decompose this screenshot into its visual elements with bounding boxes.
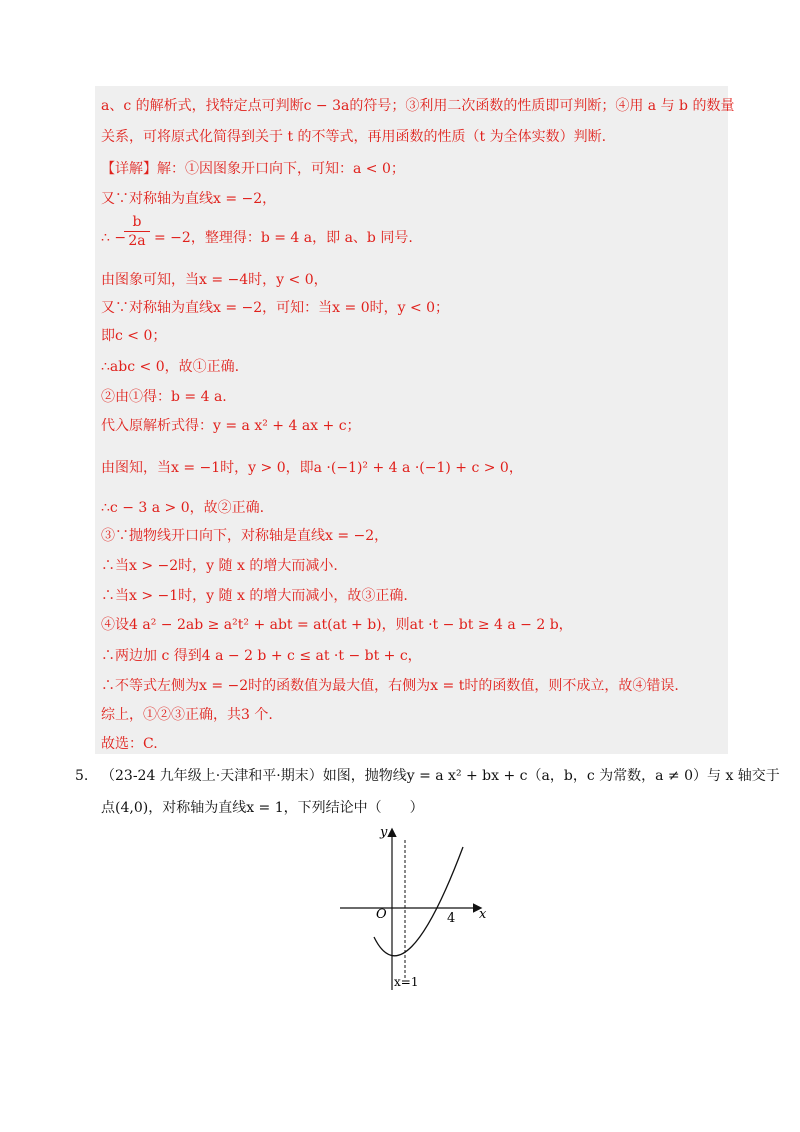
question-line-1: （23-24 九年级上·天津和平·期末）如图，抛物线y = a x² + bx + c（a，b，c 为常数，a ≠ 0）与 x 轴交于: [101, 768, 780, 784]
solution-line-4: 又∵对称轴为直线x = −2，: [101, 191, 277, 207]
solution-line-13: ∴c − 3 a > 0，故②正确.: [101, 500, 265, 516]
origin-label: O: [376, 907, 387, 922]
y-axis-label: y: [380, 825, 388, 840]
solution-line-15: ∴当x > −2时，y 随 x 的增大而减小.: [101, 558, 338, 574]
fraction-numerator: b: [132, 214, 142, 230]
solution-line-6: 由图象可知，当x = −4时，y < 0，: [101, 272, 328, 288]
fraction-bar: [124, 231, 150, 232]
solution-line-18: ∴两边加 c 得到4 a − 2 b + c ≤ at ·t − bt + c，: [101, 648, 422, 664]
solution-line-19: ∴不等式左侧为x = −2时的函数值为最大值，右侧为x = t时的函数值，则不成立，故④错误.: [101, 678, 679, 694]
solution-line-9: ∴abc < 0，故①正确.: [101, 359, 240, 375]
solution-line-8: 即c < 0；: [101, 328, 167, 344]
parabola-curve: [374, 847, 463, 956]
solution-line-1: a、c 的解析式，找特定点可判断c − 3a的符号；③利用二次函数的性质即可判断；④用 a 与 b 的数量: [101, 98, 735, 114]
fraction: [124, 214, 150, 249]
parabola-graph: [330, 820, 500, 995]
solution-line-10: ②由①得：b = 4 a.: [101, 389, 227, 405]
solution-line-17: ④设4 a² − 2ab ≥ a²t² + abt = at(at + b)，则at ·t − bt ≥ 4 a − 2 b，: [101, 617, 573, 633]
question-line-2: 点(4,0)，对称轴为直线x = 1，下列结论中（ ）: [101, 800, 424, 816]
solution-line-20: 综上，①②③正确，共3 个.: [101, 707, 273, 723]
solution-line-21: 故选：C.: [101, 736, 158, 752]
solution-line-3: 【详解】解：①因图象开口向下，可知：a < 0；: [101, 161, 405, 177]
fraction-denominator: 2a: [128, 233, 146, 249]
x-axis-label: x: [479, 907, 487, 922]
solution-line-2: 关系，可将原式化简得到关于 t 的不等式，再用函数的性质（t 为全体实数）判断.: [101, 129, 607, 145]
symmetry-axis-label: x=1: [394, 975, 419, 989]
question-number: 5.: [75, 768, 89, 784]
solution-line-12: 由图知，当x = −1时，y > 0，即a ·(−1)² + 4 a ·(−1) + c > 0，: [101, 460, 523, 476]
solution-line-11: 代入原解析式得：y = a x² + 4 ax + c；: [101, 418, 361, 434]
solution-line-7: 又∵对称轴为直线x = −2，可知：当x = 0时，y < 0；: [101, 300, 450, 316]
root-label: 4: [447, 911, 456, 926]
solution-line-14: ③∵抛物线开口向下，对称轴是直线x = −2，: [101, 528, 389, 544]
solution-line-5-prefix: ∴ −: [101, 230, 127, 246]
solution-line-5: = −2，整理得：b = 4 a，即 a、b 同号.: [154, 230, 413, 246]
solution-line-16: ∴当x > −1时，y 随 x 的增大而减小，故③正确.: [101, 588, 408, 604]
